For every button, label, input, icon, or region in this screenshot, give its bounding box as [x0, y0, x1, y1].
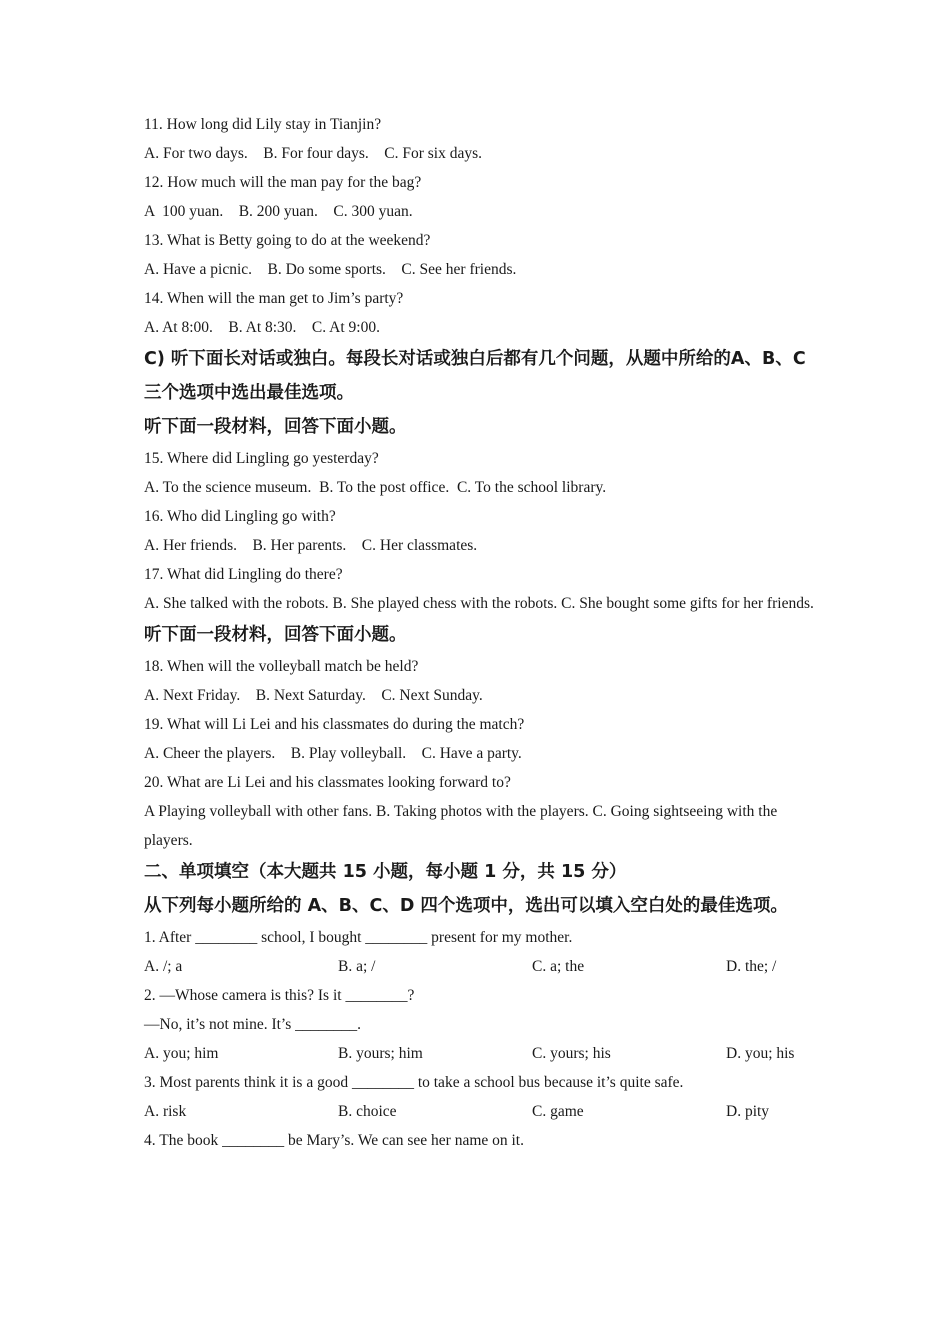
question-20: 20. What are Li Lei and his classmates looking forward to? [144, 774, 511, 791]
option-d: D. the; / [726, 958, 777, 975]
grammar-question-1-options [144, 952, 814, 981]
grammar-question-3-options [144, 1097, 814, 1126]
option-a: A. /; a [144, 958, 183, 975]
option-c: C. a; the [532, 958, 585, 975]
question-17-options: A. She talked with the robots. B. She played chess with the robots. C. She bought some gifts for her friends. [144, 595, 814, 612]
question-17: 17. What did Lingling do there? [144, 566, 343, 583]
option-d: D. you; his [726, 1045, 795, 1062]
question-16-options: A. Her friends. B. Her parents. C. Her classmates. [144, 537, 478, 554]
question-15-options: A. To the science museum. B. To the post office. C. To the school library. [144, 479, 607, 496]
option-d: D. pity [726, 1103, 770, 1120]
question-15: 15. Where did Lingling go yesterday? [144, 450, 379, 467]
grammar-question-3: 3. Most parents think it is a good ________ to take a school bus because it’s quite safe. [144, 1074, 684, 1091]
question-11: 11. How long did Lily stay in Tianjin? [144, 116, 382, 133]
question-13-options: A. Have a picnic. B. Do some sports. C. See her friends. [144, 261, 517, 278]
question-12: 12. How much will the man pay for the bag? [144, 174, 422, 191]
option-c: C. game [532, 1103, 584, 1120]
question-13: 13. What is Betty going to do at the weekend? [144, 232, 431, 249]
question-19: 19. What will Li Lei and his classmates do during the match? [144, 716, 525, 733]
material-heading-2: 听下面一段材料，回答下面小题。 [144, 625, 407, 645]
option-b: B. yours; him [338, 1045, 423, 1062]
question-18: 18. When will the volleyball match be held? [144, 658, 419, 675]
part2-instruction: 从下列每小题所给的 A、B、C、D 四个选项中，选出可以填入空白处的最佳选项。 [144, 896, 788, 916]
question-14: 14. When will the man get to Jim’s party? [144, 290, 404, 307]
option-c: C. yours; his [532, 1045, 611, 1062]
grammar-question-2-reply: —No, it’s not mine. It’s ________. [144, 1016, 361, 1033]
exam-page [144, 110, 814, 1155]
material-heading-1: 听下面一段材料，回答下面小题。 [144, 417, 407, 437]
grammar-question-2-options [144, 1039, 814, 1068]
option-b: B. choice [338, 1103, 397, 1120]
grammar-question-2: 2. —Whose camera is this? Is it ________? [144, 987, 415, 1004]
option-a: A. you; him [144, 1045, 219, 1062]
option-b: B. a; / [338, 958, 376, 975]
question-11-options: A. For two days. B. For four days. C. For six days. [144, 145, 482, 162]
section-c-heading: C) 听下面长对话或独白。每段长对话或独白后都有几个问题，从题中所给的A、B、C 三个选项中选出最佳选项。 [144, 349, 806, 403]
question-12-options: A 100 yuan. B. 200 yuan. C. 300 yuan. [144, 203, 413, 220]
question-19-options: A. Cheer the players. B. Play volleyball. C. Have a party. [144, 745, 522, 762]
question-14-options: A. At 8:00. B. At 8:30. C. At 9:00. [144, 319, 380, 336]
grammar-question-4: 4. The book ________ be Mary’s. We can see her name on it. [144, 1132, 524, 1149]
question-16: 16. Who did Lingling go with? [144, 508, 336, 525]
option-a: A. risk [144, 1103, 187, 1120]
grammar-question-1: 1. After ________ school, I bought ________ present for my mother. [144, 929, 573, 946]
part2-title: 二、单项填空（本大题共 15 小题，每小题 1 分，共 15 分） [144, 862, 627, 882]
question-20-options: A Playing volleyball with other fans. B. Taking photos with the players. C. Going sightseeing with the players. [144, 803, 778, 849]
question-18-options: A. Next Friday. B. Next Saturday. C. Next Sunday. [144, 687, 483, 704]
